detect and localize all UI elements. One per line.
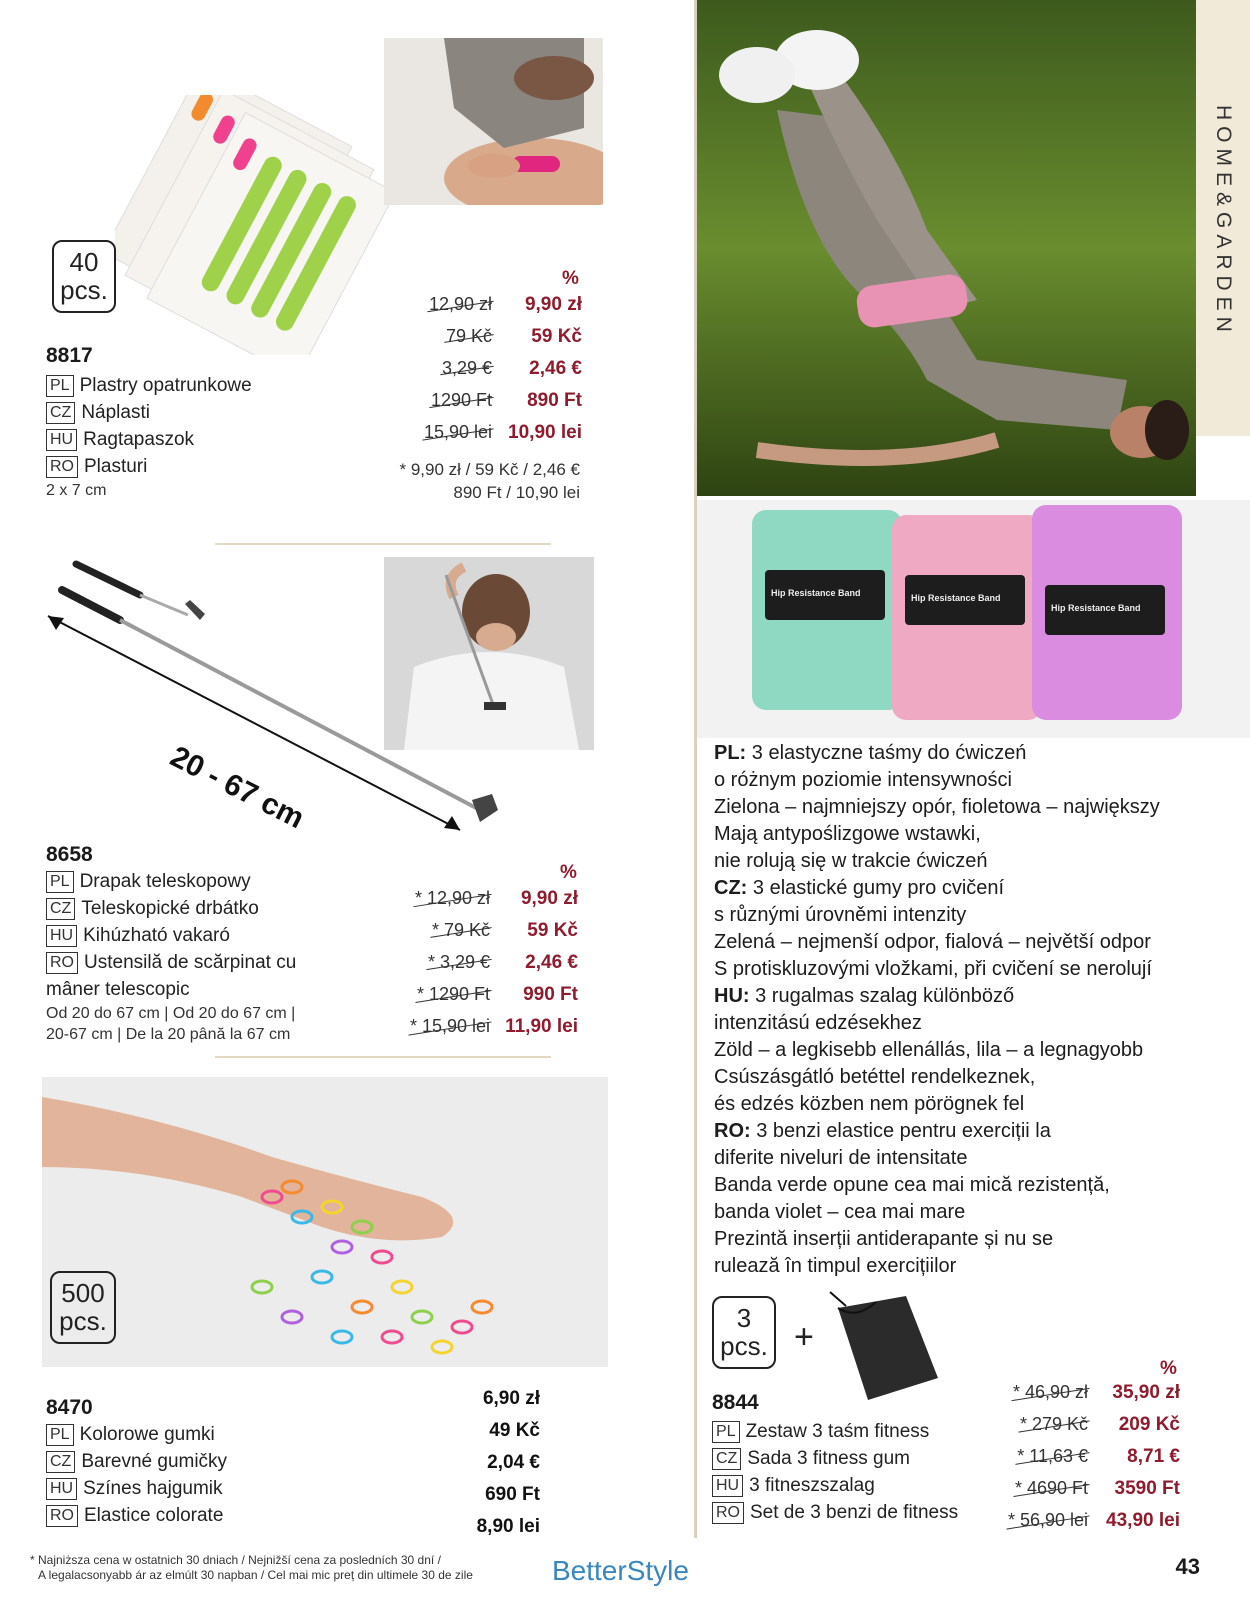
name-row bbox=[46, 1421, 227, 1448]
discount-percent: % bbox=[560, 862, 577, 883]
product-size: 2 x 7 cm bbox=[46, 482, 107, 499]
name-text: Set de 3 benzi de fitness bbox=[750, 1502, 959, 1523]
lang-tag: PL bbox=[46, 871, 74, 893]
dimension-label: 20 - 67 cm bbox=[165, 740, 310, 836]
old-price: * 56,90 lei bbox=[1007, 1510, 1088, 1530]
badge-unit: pcs. bbox=[60, 275, 108, 305]
bands-quantity-badge bbox=[712, 1296, 776, 1369]
new-price: 11,90 lei bbox=[505, 1016, 578, 1037]
name-row bbox=[46, 453, 252, 480]
name-row bbox=[46, 399, 252, 426]
plus-sign: + bbox=[794, 1318, 814, 1356]
product-8844-names bbox=[712, 1418, 958, 1526]
badge-count: 500 bbox=[61, 1278, 105, 1308]
description-line bbox=[714, 1199, 1160, 1226]
description-text: diferite niveluri de intensitate bbox=[714, 1147, 968, 1169]
lang-tag: PL bbox=[46, 1424, 74, 1446]
plaster-knee-photo bbox=[384, 38, 603, 205]
lang-tag: RO bbox=[46, 456, 78, 478]
lang-lead: RO: bbox=[714, 1120, 751, 1142]
fitness-bands-photo bbox=[697, 500, 1250, 738]
old-price: * 12,90 zł bbox=[414, 888, 490, 908]
lang-tag: PL bbox=[712, 1421, 740, 1443]
name-row bbox=[46, 949, 296, 976]
fitness-woman-photo bbox=[697, 0, 1196, 496]
old-price: * 279 Kč bbox=[1019, 1414, 1088, 1434]
old-price: * 4690 Ft bbox=[1014, 1478, 1088, 1498]
description-text: 3 benzi elastice pentru exerciții la bbox=[750, 1120, 1051, 1142]
name-text: Kolorowe gumki bbox=[79, 1424, 215, 1445]
description-text: banda violet – cea mai mare bbox=[714, 1201, 966, 1223]
name-row bbox=[46, 922, 296, 949]
description-line bbox=[714, 1253, 1160, 1280]
name-row bbox=[712, 1499, 958, 1526]
name-text: Plasturi bbox=[84, 456, 148, 477]
description-text: Zielona – najmniejszy opór, fioletowa – największy bbox=[714, 796, 1160, 818]
old-price: 3,29 € bbox=[441, 358, 492, 378]
old-price: * 79 Kč bbox=[431, 920, 490, 940]
description-text: 3 rugalmas szalag különböző bbox=[749, 985, 1015, 1007]
price-note-line: * 9,90 zł / 59 Kč / 2,46 € bbox=[399, 460, 580, 479]
old-price: * 3,29 € bbox=[427, 952, 490, 972]
badge-unit: pcs. bbox=[720, 1331, 768, 1361]
lang-tag: CZ bbox=[46, 1451, 75, 1473]
product-size: Od 20 do 67 cm | Od 20 do 67 cm | bbox=[46, 1005, 296, 1022]
new-price: 890 Ft bbox=[527, 390, 582, 411]
description-line bbox=[714, 767, 1160, 794]
name-row bbox=[46, 372, 252, 399]
lang-tag: PL bbox=[46, 375, 74, 397]
lang-tag: CZ bbox=[46, 402, 75, 424]
lang-lead: PL: bbox=[714, 742, 747, 764]
name-text: Barevné gumičky bbox=[81, 1451, 228, 1472]
badge-unit: pcs. bbox=[59, 1306, 107, 1336]
name-row bbox=[46, 868, 296, 895]
storage-pouch-image bbox=[826, 1290, 946, 1405]
description-line bbox=[714, 740, 1160, 767]
old-price: 15,90 lei bbox=[423, 422, 492, 442]
product-8844-description bbox=[714, 740, 1160, 1280]
badge-count: 40 bbox=[69, 247, 99, 277]
description-text: nie rolują się w trakcie ćwiczeń bbox=[714, 850, 988, 872]
category-side-tab bbox=[1196, 0, 1250, 436]
name-row bbox=[46, 895, 296, 922]
description-text: Zelená – nejmenší odpor, fialová – největší odpor bbox=[714, 931, 1151, 953]
name-row bbox=[46, 426, 252, 453]
name-text: Kihúzható vakaró bbox=[83, 925, 230, 946]
name-text: Sada 3 fitness gum bbox=[747, 1448, 910, 1469]
lang-tag: RO bbox=[712, 1502, 744, 1524]
lang-tag: CZ bbox=[46, 898, 75, 920]
back-scratcher-man-photo bbox=[384, 557, 594, 750]
footnote-line: A legalacsonyabb ár az elmúlt 30 napban / Cel mai mic preț din ultimele 30 de zile bbox=[38, 1568, 473, 1582]
name-text: Ragtapaszok bbox=[83, 429, 195, 450]
old-price: * 1290 Ft bbox=[416, 984, 490, 1004]
price: 690 Ft bbox=[485, 1484, 540, 1505]
description-text: és edzés közben nem pörögnek fel bbox=[714, 1093, 1025, 1115]
name-text: 3 fitneszszalag bbox=[749, 1475, 875, 1496]
category-label: HOME&GARDEN bbox=[1212, 105, 1235, 338]
band-label: Hip Resistance Band bbox=[771, 588, 861, 598]
new-price: 8,71 € bbox=[1127, 1446, 1180, 1467]
old-price: * 46,90 zł bbox=[1012, 1382, 1088, 1402]
lang-tag: HU bbox=[46, 429, 77, 451]
plasters-product-image bbox=[115, 95, 415, 355]
price-note-line: 890 Ft / 10,90 lei bbox=[453, 483, 580, 502]
product-code-8658: 8658 bbox=[46, 843, 93, 866]
new-price: 209 Kč bbox=[1118, 1414, 1180, 1435]
new-price: 59 Kč bbox=[531, 326, 582, 347]
name-continued: mâner telescopic bbox=[46, 979, 190, 1000]
lang-lead: CZ: bbox=[714, 877, 748, 899]
new-price: 9,90 zł bbox=[524, 294, 582, 315]
lang-tag: RO bbox=[46, 1505, 78, 1527]
lowest-price-footnote bbox=[30, 1553, 473, 1583]
price-note bbox=[380, 458, 580, 504]
description-text: o różnym poziomie intensywności bbox=[714, 769, 1012, 791]
price: 6,90 zł bbox=[482, 1388, 540, 1409]
name-text: Zestaw 3 taśm fitness bbox=[745, 1421, 930, 1442]
new-price: 2,46 € bbox=[529, 358, 582, 379]
price: 49 Kč bbox=[489, 1420, 540, 1441]
old-price: * 15,90 lei bbox=[409, 1016, 490, 1036]
price: 8,90 lei bbox=[476, 1516, 540, 1537]
name-row bbox=[46, 1475, 227, 1502]
footnote-line: * Najniższa cena w ostatnich 30 dniach / Nejnižší cena za posledních 30 dní / bbox=[30, 1553, 441, 1567]
brand-logo: BetterStyle bbox=[552, 1555, 689, 1586]
description-text: 3 elastyczne taśmy do ćwiczeń bbox=[746, 742, 1027, 764]
section-divider bbox=[215, 1056, 551, 1058]
product-code-8817: 8817 bbox=[46, 344, 93, 367]
name-text: Elastice colorate bbox=[84, 1505, 224, 1526]
description-text: Prezintă inserții antiderapante și nu se bbox=[714, 1228, 1054, 1250]
new-price: 9,90 zł bbox=[520, 888, 578, 909]
description-text: Csúszásgátló betéttel rendelkeznek, bbox=[714, 1066, 1036, 1088]
description-line bbox=[714, 956, 1160, 983]
name-row bbox=[712, 1445, 958, 1472]
lang-tag: CZ bbox=[712, 1448, 741, 1470]
lang-tag: HU bbox=[46, 925, 77, 947]
plasters-quantity-badge bbox=[52, 240, 116, 313]
product-8470-names bbox=[46, 1421, 227, 1529]
product-code-8844: 8844 bbox=[712, 1391, 759, 1414]
description-line bbox=[714, 1226, 1160, 1253]
description-line bbox=[714, 1118, 1160, 1145]
description-text: S protiskluzovými vložkami, při cvičení se nerolují bbox=[714, 958, 1152, 980]
description-line bbox=[714, 1064, 1160, 1091]
new-price: 3590 Ft bbox=[1114, 1478, 1180, 1499]
description-line bbox=[714, 1010, 1160, 1037]
product-8817-names bbox=[46, 372, 252, 501]
new-price: 2,46 € bbox=[525, 952, 578, 973]
name-text: Drapak teleskopowy bbox=[79, 871, 251, 892]
discount-percent: % bbox=[1160, 1358, 1177, 1379]
description-text: intenzitású edzésekhez bbox=[714, 1012, 922, 1034]
description-line bbox=[714, 794, 1160, 821]
old-price: 1290 Ft bbox=[430, 390, 492, 410]
description-line bbox=[714, 848, 1160, 875]
product-8658-names bbox=[46, 868, 296, 1045]
hair-ties-quantity-badge bbox=[50, 1271, 116, 1344]
description-text: Banda verde opune cea mai mică rezistență, bbox=[714, 1174, 1110, 1196]
name-row bbox=[46, 1448, 227, 1475]
price: 2,04 € bbox=[487, 1452, 540, 1473]
band-label: Hip Resistance Band bbox=[1051, 603, 1141, 613]
old-price: 79 Kč bbox=[445, 326, 492, 346]
description-line bbox=[714, 875, 1160, 902]
lang-tag: HU bbox=[46, 1478, 77, 1500]
name-text: Náplasti bbox=[81, 402, 150, 423]
new-price: 43,90 lei bbox=[1106, 1510, 1180, 1531]
new-price: 35,90 zł bbox=[1112, 1382, 1180, 1403]
page-number: 43 bbox=[1175, 1554, 1200, 1579]
section-divider bbox=[215, 543, 551, 545]
description-text: rulează în timpul exercițiilor bbox=[714, 1255, 957, 1277]
description-line bbox=[714, 1172, 1160, 1199]
description-line bbox=[714, 1037, 1160, 1064]
name-text: Teleskopické drbátko bbox=[81, 898, 259, 919]
lang-tag: RO bbox=[46, 952, 78, 974]
name-text: Színes hajgumik bbox=[83, 1478, 223, 1499]
old-price: 12,90 zł bbox=[428, 294, 492, 314]
product-size: 20-67 cm | De la 20 până la 67 cm bbox=[46, 1026, 291, 1043]
lang-tag: HU bbox=[712, 1475, 743, 1497]
new-price: 59 Kč bbox=[527, 920, 578, 941]
description-text: s různými úrovněmi intenzity bbox=[714, 904, 967, 926]
product-8470-prices bbox=[420, 1383, 540, 1543]
description-text: 3 elastické gumy pro cvičení bbox=[747, 877, 1005, 899]
name-row bbox=[712, 1472, 958, 1499]
description-line bbox=[714, 821, 1160, 848]
description-text: Mają antypoślizgowe wstawki, bbox=[714, 823, 981, 845]
hair-ties-photo bbox=[42, 1077, 608, 1367]
old-price: * 11,63 € bbox=[1017, 1446, 1088, 1466]
new-price: 10,90 lei bbox=[508, 422, 582, 443]
name-row bbox=[712, 1418, 958, 1445]
description-line bbox=[714, 929, 1160, 956]
badge-count: 3 bbox=[736, 1303, 752, 1333]
lang-lead: HU: bbox=[714, 985, 750, 1007]
description-line bbox=[714, 1145, 1160, 1172]
description-text: Zöld – a legkisebb ellenállás, lila – a legnagyobb bbox=[714, 1039, 1144, 1061]
name-row bbox=[46, 1502, 227, 1529]
band-label: Hip Resistance Band bbox=[911, 593, 1001, 603]
discount-percent: % bbox=[562, 268, 579, 289]
description-line bbox=[714, 983, 1160, 1010]
new-price: 990 Ft bbox=[523, 984, 578, 1005]
description-line bbox=[714, 902, 1160, 929]
description-line bbox=[714, 1091, 1160, 1118]
product-code-8470: 8470 bbox=[46, 1396, 93, 1419]
name-text: Ustensilă de scărpinat cu bbox=[84, 952, 297, 973]
name-text: Plastry opatrunkowe bbox=[79, 375, 252, 396]
